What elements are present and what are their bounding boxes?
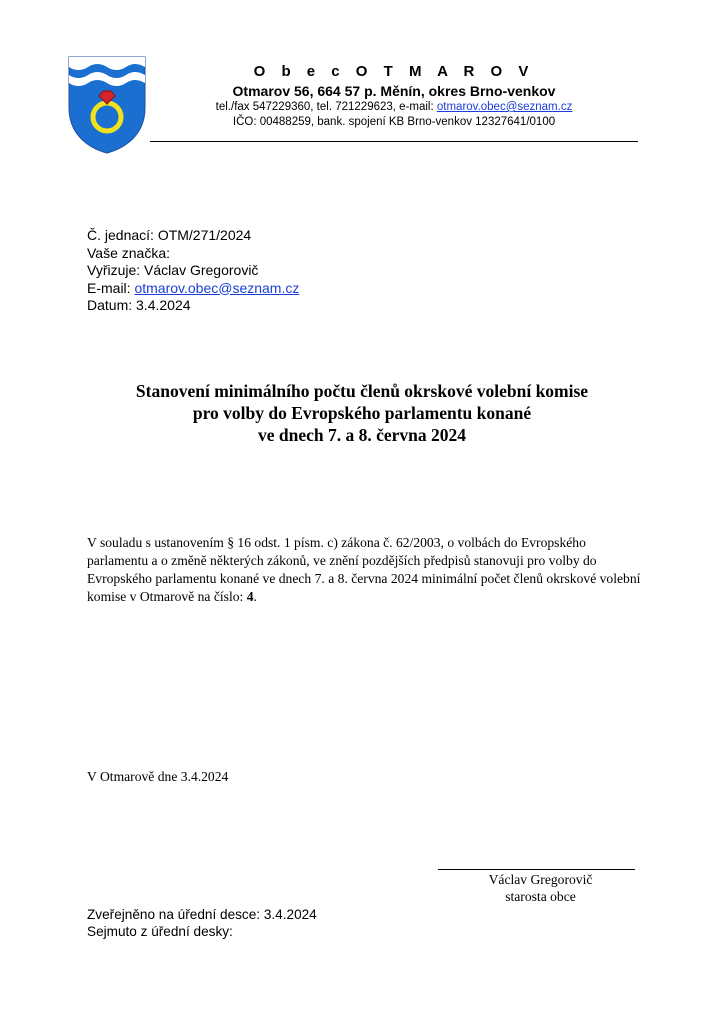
- email-label: E-mail:: [87, 279, 135, 296]
- commission-member-count: 4: [246, 589, 254, 604]
- contact-phones: tel./fax 547229360, tel. 721229623, e-mail:: [215, 101, 437, 113]
- municipality-address: Otmarov 56, 664 57 p. Měnín, okres Brno-venkov: [232, 83, 556, 99]
- header-email-link[interactable]: otmarov.obec@seznam.cz: [436, 101, 573, 113]
- municipal-coat-of-arms: [68, 56, 146, 154]
- document-date: Datum: 3.4.2024: [87, 297, 191, 313]
- title-line-2: pro volby do Evropského parlamentu konané: [192, 403, 532, 423]
- municipality-name: O b e c O T M A R O V: [253, 63, 535, 80]
- decision-end: .: [253, 589, 257, 604]
- reference-number: Č. jednací: OTM/271/2024: [87, 227, 252, 243]
- email-link[interactable]: otmarov.obec@seznam.cz: [134, 279, 300, 296]
- reference-block: [87, 227, 299, 315]
- title-line-3: ve dnech 7. a 8. června 2024: [257, 425, 467, 445]
- notice-board-record: [87, 906, 317, 940]
- header-divider: [150, 141, 638, 142]
- removed-date: Sejmuto z úřední desky:: [87, 924, 233, 939]
- signatory-role: starosta obce: [505, 889, 576, 904]
- your-reference: Vaše značka:: [87, 244, 171, 261]
- email-row: [87, 280, 299, 298]
- place-and-date: V Otmarově dne 3.4.2024: [87, 769, 229, 784]
- contact-line: [150, 100, 638, 115]
- posted-date: Zveřejněno na úřední desce: 3.4.2024: [87, 907, 317, 922]
- letterhead: [150, 62, 638, 130]
- handled-by: Vyřizuje: Václav Gregorovič: [87, 262, 259, 278]
- signatory-name: Václav Gregorovič: [488, 872, 593, 887]
- document-title: [60, 380, 664, 446]
- title-line-1: Stanovení minimálního počtu členů okrskové volební komise: [135, 381, 589, 401]
- signature-line: [438, 869, 635, 870]
- decision-paragraph: [87, 534, 647, 606]
- decision-text: V souladu s ustanovením § 16 odst. 1 písm. c) zákona č. 62/2003, o volbách do Evropského parlamentu a o změně některých zákonů, ve znění pozdějších předpisů stanovuji pro volby do Evropského parlamentu konané ve dnech 7. a 8. června 2024 minimální počet členů okrskové volební komise v Otmarově na číslo:: [87, 535, 641, 604]
- registration-ids: IČO: 00488259, bank. spojení KB Brno-venkov 12327641/0100: [232, 116, 556, 128]
